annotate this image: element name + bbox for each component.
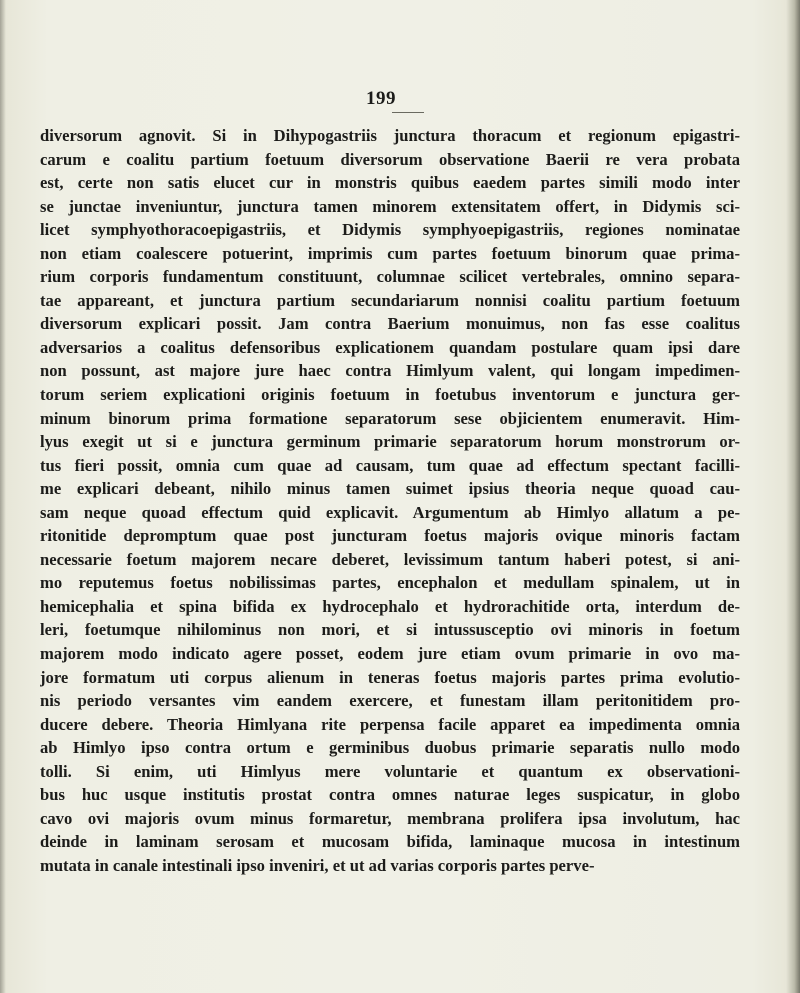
page-number-underline [392,112,424,113]
text-line: non etiam coalescere potuerint, imprimis cum partes foetuum binorum quae prima- [40,243,740,263]
text-line: cavo ovi majoris ovum minus formaretur, membrana prolifera ipsa involutum, hac [40,808,740,828]
text-line: sam neque quoad effectum quid explicavit. Argumentum ab Himlyo allatum a pe- [40,502,740,522]
text-line: mo reputemus foetus nobilissimas partes, encephalon et medullam spinalem, ut in [40,573,740,593]
text-line: se junctae inveniuntur, junctura tamen minorem extensitatem offert, in Didymis sci- [40,196,740,216]
body-text [40,124,740,878]
page-number: 199 [366,88,396,109]
page-left-edge [0,0,6,993]
text-line: mutata in canale intestinali ipso inveniri, et ut ad varias corporis partes perve- [40,855,595,875]
text-line: nis periodo versantes vim eandem exercere, et funestam illam peritonitidem pro- [40,691,740,711]
text-line: ab Himlyo ipso contra ortum e germinibus duobus primarie separatis nullo modo [40,738,740,758]
text-line: est, certe non satis elucet cur in monstris quibus eaedem partes simili modo inter [40,173,740,193]
text-line: necessarie foetum majorem necare deberet, levissimum tantum haberi potest, si ani- [40,549,740,569]
text-line: minum binorum prima formatione separatorum sese objicientem enumeravit. Him- [40,408,740,428]
text-line: bus huc usque institutis prostat contra omnes naturae leges suspicatur, in globo [40,785,740,805]
text-line: ducere debere. Theoria Himlyana rite perpensa facile apparet ea impedimenta omnia [40,714,740,734]
text-line: tus fieri possit, omnia cum quae ad causam, tum quae ad effectum spectant facilli- [40,455,740,475]
text-line: jore formatum uti corpus alienum in teneras foetus majoris partes prima evolutio- [40,667,740,687]
text-line: torum seriem explicationi originis foetuum in foetubus inventorum e junctura ger- [40,385,740,405]
text-line: diversorum explicari possit. Jam contra Baerium monuimus, non fas esse coalitus [40,314,740,334]
page-right-edge [786,0,800,993]
text-line: deinde in laminam serosam et mucosam bifida, laminaque mucosa in intestinum [40,832,740,852]
text-line: carum e coalitu partium foetuum diversorum observatione Baerii re vera probata [40,149,740,169]
text-line: non possunt, ast majore jure haec contra Himlyum valent, qui longam impedimen- [40,361,740,381]
text-line: leri, foetumque nihilominus non mori, et si intussusceptio ovi minoris in foetum [40,620,740,640]
text-line: rium corporis fundamentum constituunt, columnae scilicet vertebrales, omnino separa- [40,267,740,287]
text-line: ritonitide depromptum quae post juncturam foetus majoris ovique minoris factam [40,526,740,546]
text-line: me explicari debeant, nihilo minus tamen suimet ipsius theoria neque quoad cau- [40,479,740,499]
text-line: adversarios a coalitus defensoribus explicationem quandam postulare quam ipsi dare [40,337,740,357]
text-line: majorem modo indicato agere posset, eodem jure etiam ovum primarie in ovo ma- [40,644,740,664]
text-line: licet symphyothoracoepigastriis, et Didymis symphyoepigastriis, regiones nominatae [40,220,740,240]
text-line: diversorum agnovit. Si in Dihypogastriis junctura thoracum et regionum epigastri- [40,126,740,145]
text-line: tae appareant, et junctura partium secundariarum nonnisi coalitu partium foetuum [40,290,740,310]
text-line: tolli. Si enim, uti Himlyus mere voluntarie et quantum ex observationi- [40,761,740,781]
text-line: lyus exegit ut si e junctura germinum primarie separatorum horum monstrorum or- [40,432,740,452]
text-line: hemicephalia et spina bifida ex hydrocephalo et hydrorachitide orta, interdum de- [40,596,740,616]
